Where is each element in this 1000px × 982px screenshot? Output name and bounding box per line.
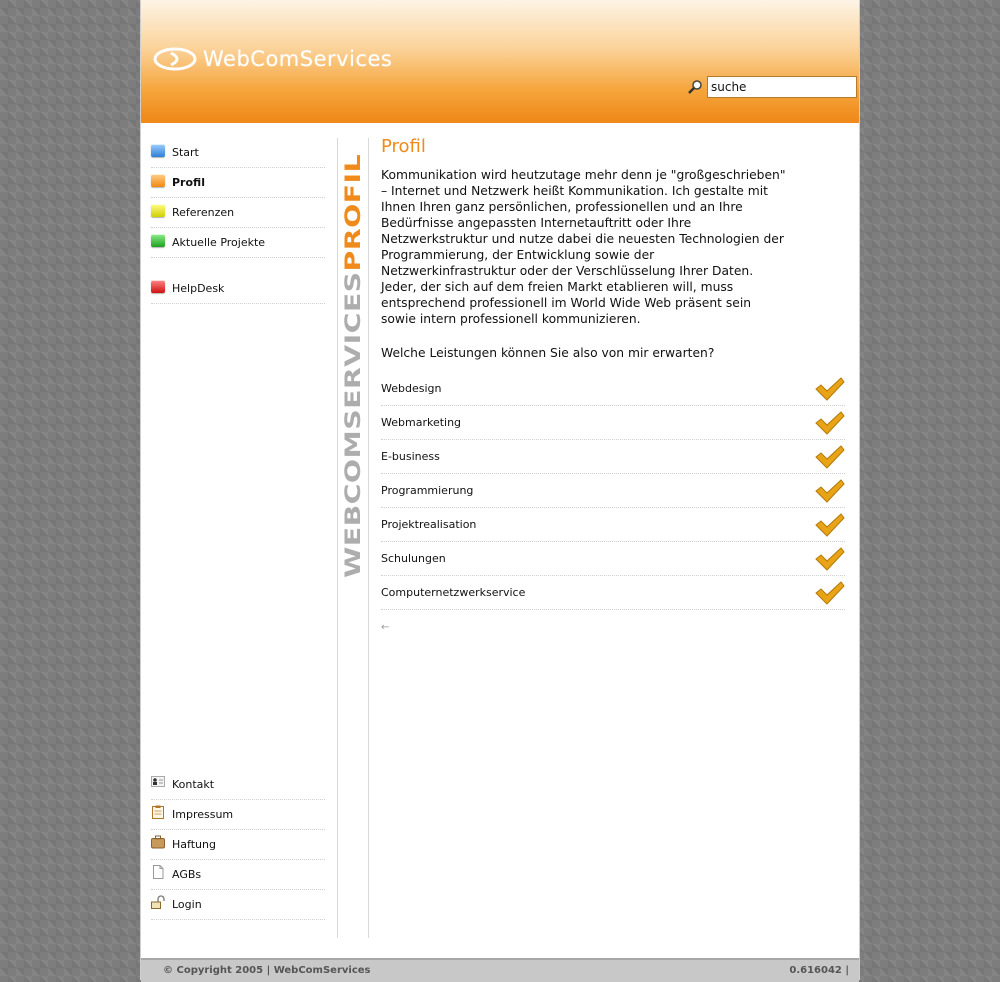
nav-item-label: Haftung [172,838,216,851]
vertical-title-section: PROFIL [341,184,365,272]
nav-item-label: Referenzen [172,206,235,219]
nav-item-login[interactable] [151,890,325,920]
service-label: Webmarketing [381,416,462,429]
services-list [381,372,845,610]
logo[interactable] [153,42,392,76]
checkmark-icon [815,547,845,571]
checkmark-icon [815,479,845,503]
nav-item-label: Impressum [172,808,234,821]
service-label: E-business [381,450,440,463]
nav-item-label: HelpDesk [172,282,225,295]
search-icon[interactable] [687,79,703,95]
header [141,0,859,123]
vertical-title-brand: WEBCOMSERVICES [341,351,365,578]
copyright-text: © Copyright 2005 | WebComServices [163,965,371,976]
eye-logo-icon [153,46,197,72]
nav-item-start[interactable] [151,138,325,168]
service-item [381,440,845,474]
page-title: Profil [381,136,426,157]
checkmark-icon [815,411,845,435]
service-label: Computernetzwerkservice [381,586,526,599]
nav-item-referenzen[interactable] [151,198,325,228]
nav-item-aktuelle-projekte[interactable] [151,228,325,258]
main-navigation [151,138,325,304]
service-label: Webdesign [381,382,442,395]
service-label: Programmierung [381,484,474,497]
nav-item-label: Login [172,898,202,911]
service-item [381,542,845,576]
nav-spacer [151,258,325,274]
nav-item-label: Kontakt [172,778,215,791]
nav-item-agbs[interactable] [151,860,325,890]
service-item [381,576,845,610]
checkmark-icon [815,377,845,401]
briefcase-icon [151,835,165,849]
service-item [381,474,845,508]
version-text: 0.616042 | [789,965,849,976]
footer-navigation [151,770,325,920]
nav-item-label: AGBs [172,868,202,881]
nav-item-haftung[interactable] [151,830,325,860]
checkmark-icon [815,513,845,537]
intro-text: Kommunikation wird heutzutage mehr denn je "großgeschrieben" – Internet und Netzwerk heißt Kommunikation. Ich gestalte mit Ihnen Ihren ganz persönlichen, professionellen und an Ihre Bedürfnisse angepassten Internetauftritt oder Ihre Netzwerkstruktur und nutze dabei die neuesten Technologien der Programmierung, der Entwicklung sowie der Netzwerkinfrastruktur oder der Verschlüsselung Ihrer Daten. Jeder, der sich auf dem freien Markt etablieren will, muss entsprechend professionell im World Wide Web präsent sein sowie intern professionell kommunizieren. [381,168,786,326]
logo-text: WebComServices [203,47,393,71]
orange-square-icon [151,174,165,187]
page-container [140,0,860,980]
nav-item-label: Aktuelle Projekte [172,236,266,249]
yellow-square-icon [151,204,165,217]
footer [141,958,859,982]
checkmark-icon [815,581,845,605]
services-question: Welche Leistungen können Sie also von mir erwarten? [381,346,715,360]
divider [337,138,338,938]
service-label: Schulungen [381,552,446,565]
clipboard-icon [151,805,165,819]
vertical-title [340,150,366,580]
contact-card-icon [151,775,165,789]
nav-item-profil[interactable] [151,168,325,198]
nav-item-label: Profil [172,176,205,189]
search-input[interactable] [707,76,857,98]
service-label: Projektrealisation [381,518,477,531]
service-item [381,406,845,440]
service-item [381,508,845,542]
nav-item-label: Start [172,146,199,159]
login-icon [151,895,165,909]
service-item [381,372,845,406]
green-square-icon [151,234,165,247]
document-icon [151,865,165,879]
nav-item-kontakt[interactable] [151,770,325,800]
back-arrow-icon[interactable]: ← [381,622,390,633]
red-square-icon [151,280,165,293]
blue-square-icon [151,144,165,157]
nav-item-impressum[interactable] [151,800,325,830]
checkmark-icon [815,445,845,469]
search-bar [687,76,857,98]
divider [368,138,369,938]
nav-item-helpdesk[interactable] [151,274,325,304]
main-content [381,134,845,634]
svg-text:WEBCOMSERVICESPROFIL [341,154,365,578]
